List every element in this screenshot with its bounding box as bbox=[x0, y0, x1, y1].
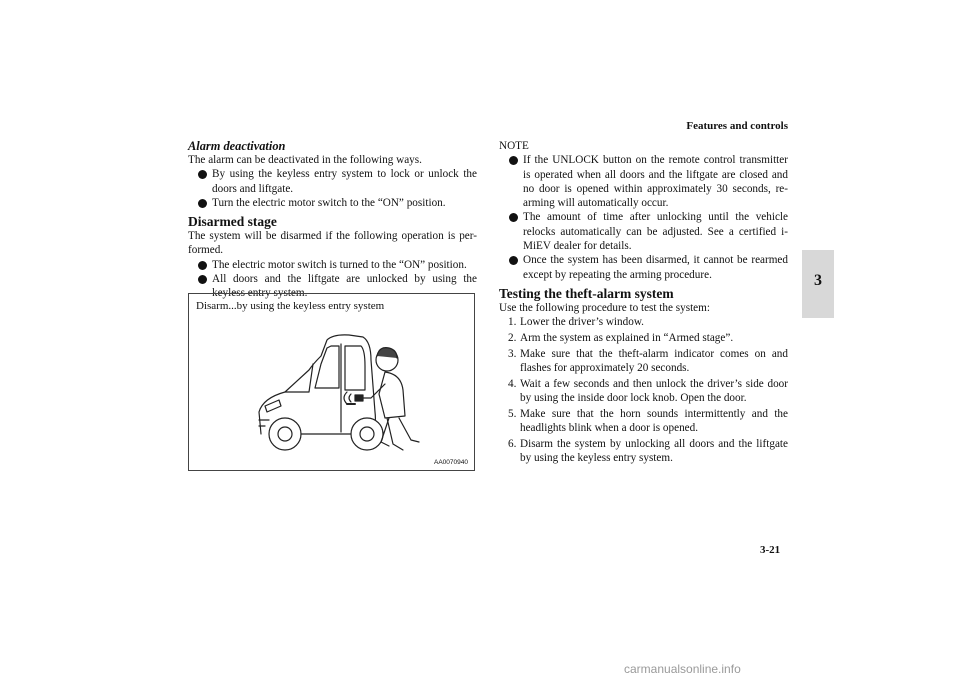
section-header: Features and controls bbox=[686, 120, 788, 132]
disarmed-stage-intro: The system will be disarmed if the following operation is per-formed. bbox=[188, 230, 477, 257]
note-list bbox=[499, 153, 788, 282]
bullet-icon bbox=[509, 256, 518, 265]
person-torso bbox=[379, 372, 405, 418]
right-column bbox=[499, 139, 788, 467]
figure-caption: Disarm...by using the keyless entry system bbox=[196, 300, 385, 312]
step-item: 1. Lower the driver’s window. bbox=[508, 316, 644, 329]
car-with-person-illustration bbox=[189, 294, 476, 472]
keyless-entry-figure bbox=[188, 293, 475, 471]
car-window-door bbox=[345, 346, 365, 390]
left-column bbox=[188, 139, 477, 301]
alarm-deactivation-heading: Alarm deactivation bbox=[188, 139, 286, 153]
list-item: If the UNLOCK button on the remote control transmitter is operated when all doors and the liftgate are closed and no door is opened within approximately 30 seconds, re-arming will automatically occur. bbox=[499, 153, 788, 210]
rear-wheel bbox=[351, 418, 383, 450]
list-item: All doors and the liftgate are unlocked by using the keyless entry system. bbox=[188, 272, 477, 301]
list-item: The electric motor switch is turned to the “ON” position. bbox=[188, 258, 477, 272]
bullet-icon bbox=[198, 261, 207, 270]
bullet-icon bbox=[198, 199, 207, 208]
step-item: 6. Disarm the system by unlocking all doors and the liftgate by using the keyless entry system. bbox=[508, 438, 788, 465]
disarmed-stage-heading: Disarmed stage bbox=[188, 214, 277, 230]
watermark: carmanualsonline.info bbox=[624, 662, 741, 676]
remote-transmitter bbox=[355, 395, 363, 401]
list-item: The amount of time after unlocking until the vehicle relocks automatically can be adjusted. See a certified i-MiEV dealer for details. bbox=[499, 210, 788, 253]
chapter-tab bbox=[802, 250, 834, 318]
person-legs bbox=[387, 418, 419, 450]
step-item: 3. Make sure that the theft-alarm indicator comes on and flashes for approximately 20 seconds. bbox=[508, 347, 788, 375]
list-item: Once the system has been disarmed, it cannot be rearmed except by repeating the arming procedure. bbox=[499, 253, 788, 282]
step-item: 5. Make sure that the horn sounds intermittently and the headlights blink when a door is opened. bbox=[508, 408, 788, 435]
testing-intro: Use the following procedure to test the system: bbox=[499, 301, 710, 314]
bullet-icon bbox=[198, 275, 207, 284]
page-number: 3-21 bbox=[760, 544, 781, 556]
chapter-number: 3 bbox=[814, 272, 822, 289]
alarm-deactivation-list bbox=[188, 167, 477, 210]
step-item: 2. Arm the system as explained in “Armed stage”. bbox=[508, 332, 734, 345]
alarm-deactivation-intro: The alarm can be deactivated in the following ways. bbox=[188, 154, 422, 166]
list-item: Turn the electric motor switch to the “ON” position. bbox=[188, 196, 477, 210]
note-label: NOTE bbox=[499, 140, 529, 152]
step-item: 4. Wait a few seconds and then unlock the driver’s side door by using the inside door lock knob. Open the door. bbox=[508, 377, 788, 405]
figure-code: AA0070940 bbox=[434, 459, 468, 466]
testing-heading: Testing the theft-alarm system bbox=[499, 285, 674, 301]
bullet-icon bbox=[198, 170, 207, 179]
front-wheel bbox=[269, 418, 301, 450]
list-item: By using the keyless entry system to lock or unlock the doors and liftgate. bbox=[188, 167, 477, 196]
bullet-icon bbox=[509, 156, 518, 165]
testing-steps bbox=[499, 315, 788, 465]
bullet-icon bbox=[509, 213, 518, 222]
